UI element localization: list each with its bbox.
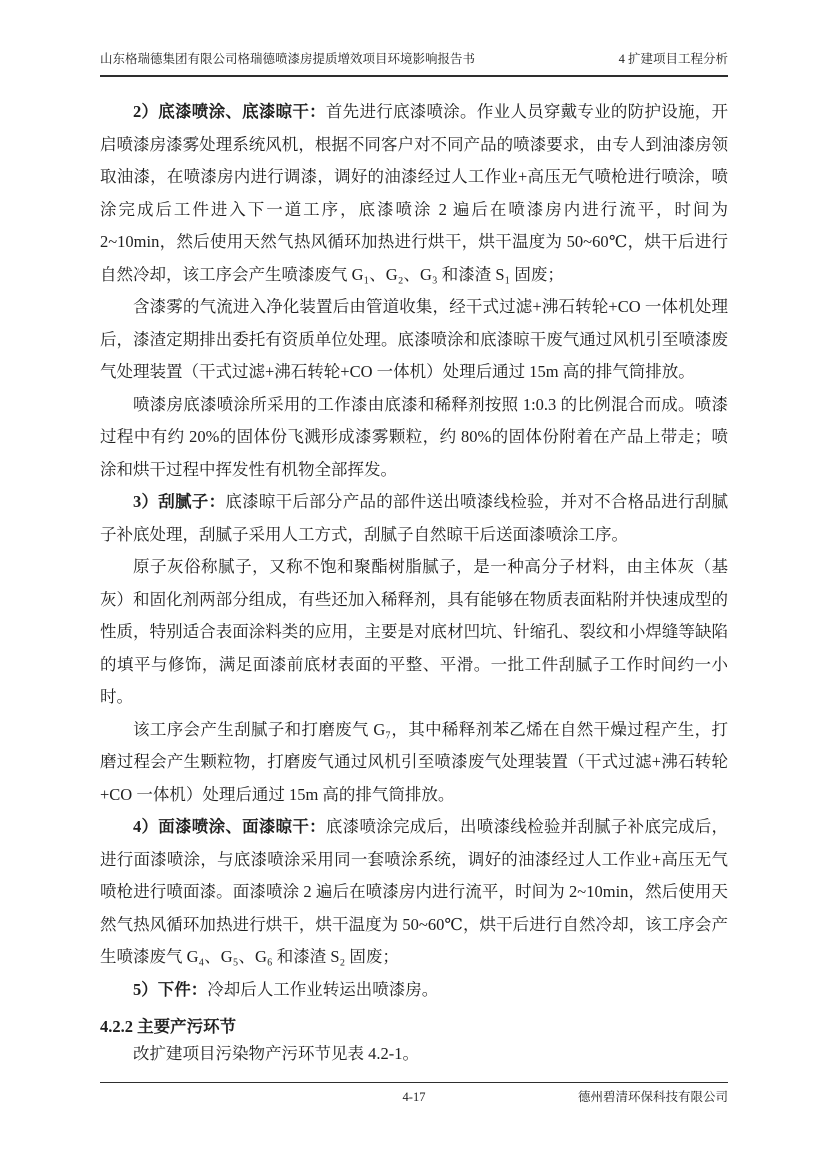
body-paragraph-topcoat-spray: [100, 811, 728, 974]
paragraph-text: 底漆晾干后部分产品的部件送出喷漆线检验，并对不合格品进行刮腻子补底处理，刮腻子采用人工方式，刮腻子自然晾干后送面漆喷涂工序。: [100, 492, 729, 544]
paragraph-text: 含漆雾的气流进入净化装置后由管道收集，经干式过滤+沸石转轮+CO 一体机处理后，漆渣定期排出委托有资质单位处理。底漆喷涂和底漆晾干废气通过风机引至喷漆废气处理装置（干式过滤+沸石转轮+CO 一体机）处理后通过 15m 高的排气筒排放。: [100, 297, 728, 381]
body-paragraph-putty-description: [100, 551, 728, 714]
paragraph-text: 喷漆房底漆喷涂所采用的工作漆由底漆和稀释剂按照 1:0.3 的比例混合而成。喷漆过程中有约 20%的固体份飞溅形成漆雾颗粒，约 80%的固体份附着在产品上带走；喷涂和烘干过程中挥发性有机物全部挥发。: [100, 394, 728, 479]
body-paragraph-grinding-waste-gas: [100, 714, 728, 812]
document-body: [100, 96, 728, 1067]
paragraph-lead: 2）底漆喷涂、底漆晾干：: [133, 102, 326, 121]
paragraph-text: 底漆喷涂完成后，出喷漆线检验并刮腻子补底完成后，进行面漆喷涂，与底漆喷涂采用同一套喷涂系统，调好的油漆经过人工作业+高压无气喷枪进行喷面漆。面漆喷涂 2 遍后在喷漆房内进行流平，时间为 2~10min，然后使用天然气热风循环加热进行烘干，烘干温度为 50~60℃，烘干后进行自然冷却，该工序会产生喷漆废气 G₄、G₅、G₆ 和漆渣 S₂ 固废；: [100, 817, 729, 966]
paragraph-lead: 5）下件：: [133, 979, 208, 999]
page-header: [100, 51, 728, 77]
paragraph-text: 冷却后人工作业转运出喷漆房。: [207, 979, 439, 999]
body-paragraph-mist-treatment: [100, 291, 728, 389]
paragraph-lead: 3）刮腻子：: [133, 492, 226, 511]
header-chapter-title: 4 扩建项目工程分析: [618, 52, 728, 66]
paragraph-lead: 4）面漆喷涂、面漆晾干：: [133, 817, 326, 836]
section-heading: 4.2.2 主要产污环节: [100, 1017, 237, 1036]
body-paragraph-unloading: [100, 974, 728, 1007]
footer-company-name: 德州碧清环保科技有限公司: [577, 1090, 728, 1104]
page-number: 4-17: [402, 1090, 426, 1104]
paragraph-text: 原子灰俗称腻子，又称不饱和聚酯树脂腻子，是一种高分子材料，由主体灰（基灰）和固化剂两部分组成，有些还加入稀释剂，具有能够在物质表面粘附并快速成型的性质，特别适合表面涂料类的应用，主要是对底材凹坑、针缩孔、裂纹和小焊缝等缺陷的填平与修饰，满足面漆前底材表面的平整、平滑。一批工件刮腻子工作时间约一小时。: [100, 557, 728, 706]
body-paragraph-primer-spray: [100, 96, 728, 291]
paragraph-text: 该工序会产生刮腻子和打磨废气 G₇，其中稀释剂苯乙烯在自然干燥过程产生，打磨过程会产生颗粒物，打磨废气通过风机引至喷漆废气处理装置（干式过滤+沸石转轮+CO 一体机）处理后通过 15m 高的排气筒排放。: [100, 719, 728, 804]
closing-paragraph: 改扩建项目污染物产污环节见表 4.2-1。: [133, 1044, 419, 1063]
page-footer: [100, 1082, 728, 1112]
header-doc-title: 山东格瑞德集团有限公司格瑞德喷漆房提质增效项目环境影响报告书: [100, 52, 476, 66]
body-paragraph-paint-mix-ratio: [100, 389, 728, 487]
paragraph-text: 首先进行底漆喷涂。作业人员穿戴专业的防护设施，开启喷漆房漆雾处理系统风机，根据不同客户对不同产品的喷漆要求，由专人到油漆房领取油漆，在喷漆房内进行调漆，调好的油漆经过人工作业+高压无气喷枪进行喷涂，喷涂完成后工件进入下一道工序，底漆喷涂 2 遍后在喷漆房内进行流平，时间为 2~10min，然后使用天然气热风循环加热进行烘干，烘干温度为 50~60℃，烘干后进行自然冷却，该工序会产生喷漆废气 G₁、G₂、G₃ 和漆渣 S₁ 固废；: [100, 102, 729, 284]
body-paragraph-putty-scraping: [100, 486, 728, 551]
